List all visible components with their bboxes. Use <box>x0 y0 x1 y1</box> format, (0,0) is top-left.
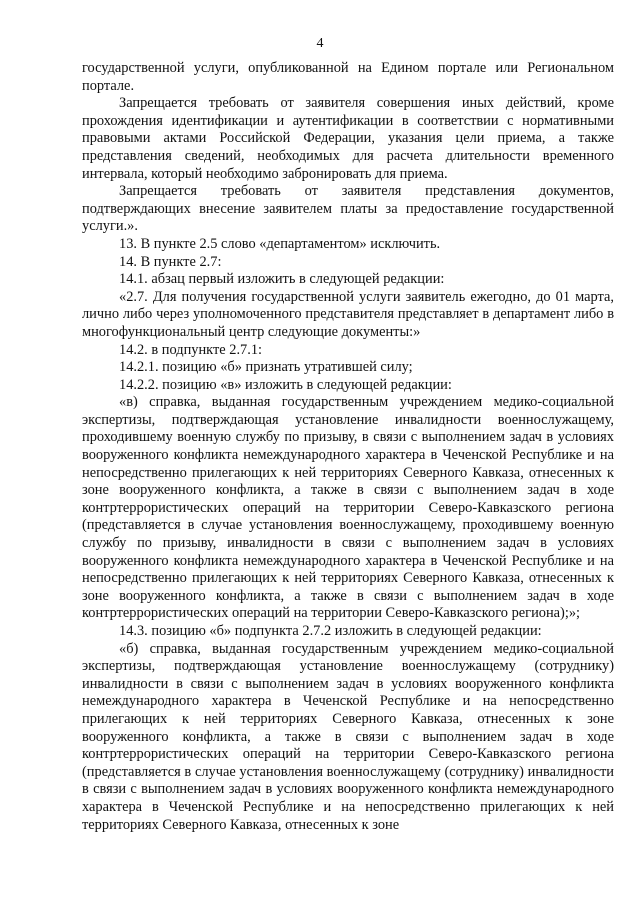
paragraph-item-14-2: 14.2. в подпункте 2.7.1: <box>119 341 263 358</box>
document-body <box>82 60 614 834</box>
paragraph-continuation: государственной услуги, опубликованной на Едином портале или Региональном портале. <box>82 60 614 94</box>
page-number: 4 <box>316 36 324 51</box>
paragraph-item-14-1: 14.1. абзац первый изложить в следующей редакции: <box>119 271 445 288</box>
paragraph-quote-2-7: «2.7. Для получения государственной услуги заявитель ежегодно, до 01 марта, лично либо через уполномоченного представителя представляет в департамент либо в многофункциональный центр следующие документы:» <box>82 288 614 340</box>
paragraph-prohibition-actions: Запрещается требовать от заявителя совершения иных действий, кроме прохождения идентификации и аутентификации в соответствии с нормативными правовыми актами Российской Федерации, указания цели приема, а также представления сведений, необходимых для расчета длительности временного интервала, который необходимо забронировать для приема. <box>82 95 614 182</box>
paragraph-item-13: 13. В пункте 2.5 слово «департаментом» исключить. <box>119 235 441 252</box>
paragraph-item-14: 14. В пункте 2.7: <box>119 253 222 270</box>
paragraph-item-14-2-1: 14.2.1. позицию «б» признать утратившей силу; <box>119 359 413 376</box>
paragraph-quote-position-v: «в) справка, выданная государственным учреждением медико-социальной экспертизы, подтверждающая установление инвалидности военнослужащему, проходившему военную службу по призыву, в связи с выполнением задач в условиях вооруженного конфликта немеждународного характера в Чеченской Республике и на непосредственно прилегающих к ней территориях Северного Кавказа, отнесенных к зоне вооруженного конфликта, а также в связи с выполнением задач в ходе контртеррористических операций на территории Северо-Кавказского региона (представляется в случае установления военнослужащему, проходившему военную службу по призыву, инвалидности в связи с выполнением задач в условиях вооруженного конфликта немеждународного характера в Чеченской Республике и на непосредственно прилегающих к ней территориях Северного Кавказа, отнесенных к зоне вооруженного конфликта, а также в связи с выполнением задач в ходе контртеррористических операций на территории Северо-Кавказского региона);»; <box>82 394 614 622</box>
paragraph-prohibition-payment-docs: Запрещается требовать от заявителя представления документов, подтверждающих внесение заявителем платы за предоставление государственной услуги.». <box>82 183 614 235</box>
paragraph-item-14-3: 14.3. позицию «б» подпункта 2.7.2 изложить в следующей редакции: <box>119 623 542 639</box>
paragraph-item-14-2-2: 14.2.2. позицию «в» изложить в следующей редакции: <box>119 376 452 393</box>
paragraph-quote-position-b: «б) справка, выданная государственным учреждением медико-социальной экспертизы, подтверждающая установление военнослужащему (сотруднику) инвалидности в связи с выполнением задач в условиях вооруженного конфликта немеждународного характера в Чеченской Республике и на непосредственно прилегающих к ней территориях Северного Кавказа, отнесенных к зоне вооруженного конфликта, а также в связи с выполнением задач в ходе контртеррористических операций на территории Северо-Кавказского региона (представляется в случае установления военнослужащему (сотруднику) инвалидности в связи с выполнением задач в условиях вооруженного конфликта немеждународного характера в Чеченской Республике и на непосредственно прилегающих к ней территориях Северного Кавказа, отнесенных к зоне <box>82 640 614 833</box>
